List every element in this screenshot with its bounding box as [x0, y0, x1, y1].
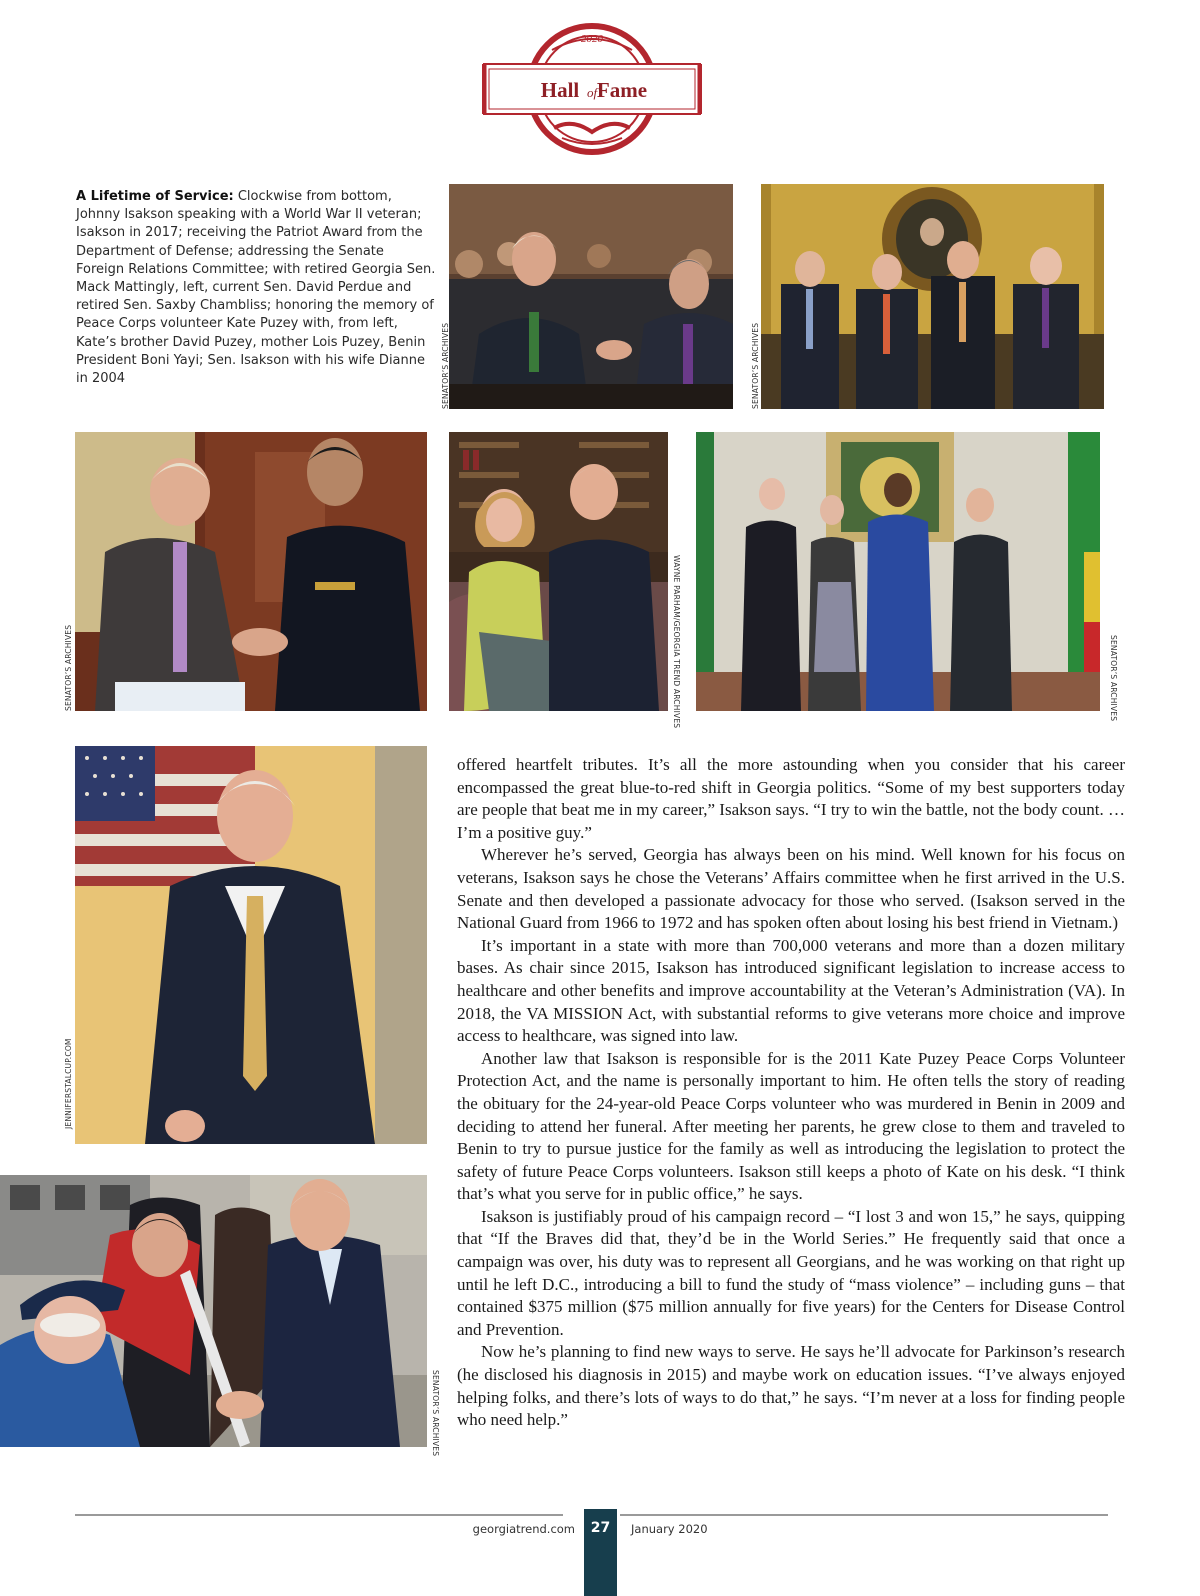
credit-veteran: SENATOR’S ARCHIVES	[431, 1370, 440, 1457]
logo-year: 2020	[581, 33, 603, 45]
caption-lead: A Lifetime of Service:	[76, 189, 234, 204]
page-number: 27	[590, 1520, 611, 1536]
credit-portrait: JENNIFERSTALCUP.COM	[64, 1038, 73, 1129]
photo-wwii-veteran	[0, 1175, 427, 1447]
article-paragraph-6: Now he’s planning to find new ways to serve. He says he’ll advocate for Parkinson’s research (he disclosed his diagnosis in 2015) and maybe work on education issues. “I’ve always enjoyed helping folks, and there’s lots of ways to do that,” he says. “I’m never at a loss for finding people who need help.”	[457, 1342, 1125, 1430]
photo-senators-group	[761, 184, 1104, 409]
article-paragraph-4: Another law that Isakson is responsible for is the 2011 Kate Puzey Peace Corps Volunteer Protection Act, and the name is personally important to him. He often tells the story of reading the obituary for the 24-year-old Peace Corps volunteer who was murdered in Benin in 2009 and deciding to attend her funeral. After meeting her parents, he grew close to them and traveled to Benin to try to pursue justice for the family as well as introducing the legislation to protect the safety of future Peace Corps volunteers. Isakson still keeps a photo of Kate on his desk. “I think that’s what you serve for in public office,” he says.	[457, 1048, 1125, 1204]
credit-wife: WAYNE PARHAM/GEORGIA TREND ARCHIVES	[672, 555, 681, 729]
photo-portrait-2017	[75, 746, 427, 1144]
article-paragraph-3: It’s important in a state with more than 700,000 veterans and more than a dozen military bases. As chair since 2015, Isakson has introduced significant legislation to increase access to healthcare and other benefits and improve accountability at the Veteran’s Administration (VA). In 2018, the VA MISSION Act, with substantial reforms to give veterans more choice and improve access to healthcare, was signed into law.	[457, 935, 1125, 1046]
photo-caption	[76, 188, 436, 388]
photo-with-wife	[449, 432, 668, 711]
article-paragraph-2: Wherever he’s served, Georgia has always been on his mind. Well known for his focus on veterans, Isakson says he chose the Veterans’ Affairs committee when he first arrived in the U.S. Senate and then developed a passionate advocacy for those who served. (Isakson served in the National Guard from 1966 to 1972 and has spoken often about losing his best friend in Vietnam.)	[457, 845, 1125, 933]
credit-committee: SENATOR’S ARCHIVES	[441, 322, 450, 409]
footer-rule-left	[75, 1514, 563, 1516]
footer-site-link[interactable]: georgiatrend.com	[472, 1522, 575, 1536]
photo-senate-committee	[449, 184, 733, 409]
article-body	[457, 754, 1125, 1432]
photo-benin-president	[696, 432, 1100, 711]
article-paragraph-1: offered heartfelt tributes. It’s all the more astounding when you consider that his career encompassed the great blue-to-red shift in Georgia politics. “Some of my best supporters today are people that beat me in my career,” Isakson says. “I try to win the battle, not the body count. … I’m a positive guy.”	[457, 755, 1125, 842]
logo-title-of: of	[586, 85, 598, 100]
hall-of-fame-logo	[482, 20, 702, 158]
article-paragraph-5: Isakson is justifiably proud of his campaign record – “I lost 3 and won 15,” he says, quipping that “If the Braves did that, they’d be in the World Series.” He frequently said that once a campaign was over, his duty was to represent all Georgians, and he was working on that right up until he left D.C., introducing a bill to fund the study of “mass violence” – including guns – that contained $375 million ($75 million annually for five years) for the Centers for Disease Control and Prevention.	[457, 1206, 1125, 1339]
footer-rule-right	[620, 1514, 1108, 1516]
logo-title-hall: Hall	[540, 78, 580, 102]
footer-issue-date: January 2020	[631, 1522, 708, 1536]
credit-senators-group: SENATOR’S ARCHIVES	[751, 322, 760, 409]
credit-benin: SENATOR’S ARCHIVES	[1109, 635, 1118, 722]
photo-patriot-award	[75, 432, 427, 711]
caption-text: Clockwise from bottom, Johnny Isakson speaking with a World War II veteran; Isakson in 2017; receiving the Patriot Award from the Department of Defense; addressing the Senate Foreign Relations Committee; with retired Georgia Sen. Mack Mattingly, left, current Sen. David Perdue and retired Sen. Saxby Chambliss; honoring the memory of Peace Corps volunteer Kate Puzey with, from left, Kate’s brother David Puzey, mother Lois Puzey, Benin President Boni Yayi; Sen. Isakson with his wife Dianne in 2004	[76, 189, 436, 387]
credit-patriot-award: SENATOR’S ARCHIVES	[64, 624, 73, 711]
logo-title-fame: Fame	[596, 78, 648, 102]
